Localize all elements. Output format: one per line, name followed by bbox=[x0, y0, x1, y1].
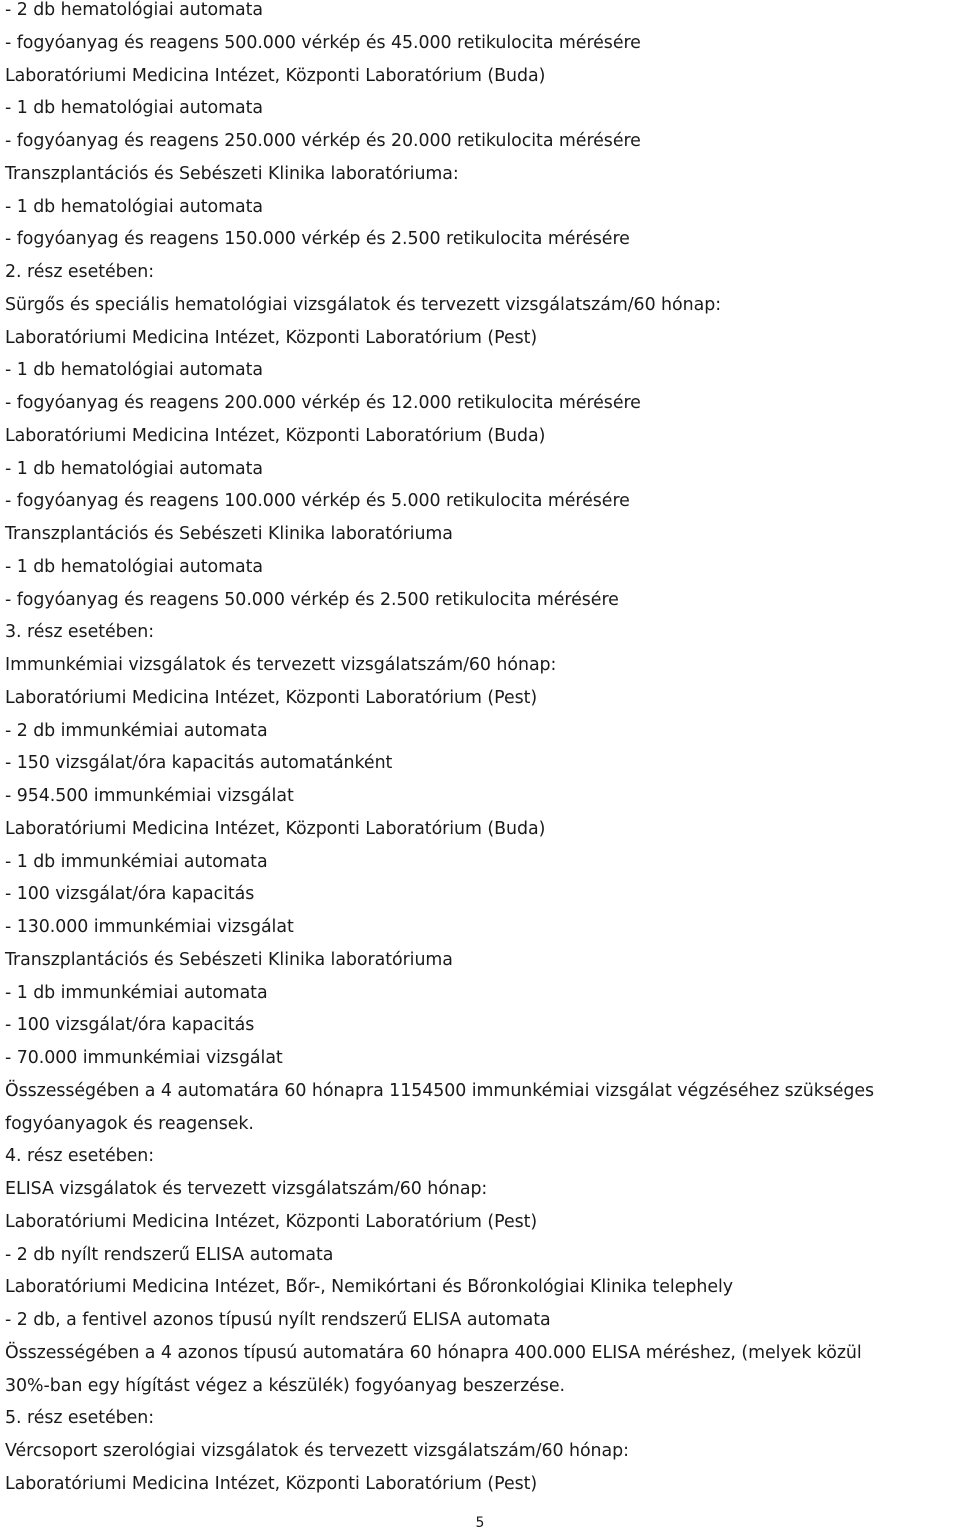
text-line: Transzplantációs és Sebészeti Klinika laboratóriuma bbox=[5, 949, 453, 970]
text-line: Transzplantációs és Sebészeti Klinika laboratóriuma bbox=[5, 524, 453, 544]
text-line: - 1 db immunkémiai automata bbox=[5, 851, 268, 872]
text-line: - 2 db nyílt rendszerű ELISA automata bbox=[5, 1244, 334, 1265]
text-line: - 130.000 immunkémiai vizsgálat bbox=[5, 917, 294, 937]
text-line: - 954.500 immunkémiai vizsgálat bbox=[5, 786, 294, 806]
text-line: Laboratóriumi Medicina Intézet, Központi Laboratórium (Buda) bbox=[5, 65, 546, 86]
document-body bbox=[5, 0, 960, 1501]
text-line: - 1 db hematológiai automata bbox=[5, 556, 263, 577]
text-line: ELISA vizsgálatok és tervezett vizsgálatszám/60 hónap: bbox=[5, 1179, 488, 1199]
section-heading: 3. rész esetében: bbox=[5, 622, 155, 643]
text-line: - 1 db hematológiai automata bbox=[5, 458, 263, 479]
text-line: - 2 db hematológiai automata bbox=[5, 0, 263, 20]
text-line: - 150 vizsgálat/óra kapacitás automatánként bbox=[5, 753, 393, 774]
text-line: Laboratóriumi Medicina Intézet, Bőr-, Nemikórtani és Bőronkológiai Klinika telephely bbox=[5, 1277, 733, 1298]
section-heading: 5. rész esetében: bbox=[5, 1408, 155, 1429]
text-line: - 2 db immunkémiai automata bbox=[5, 720, 268, 741]
text-line: - fogyóanyag és reagens 250.000 vérkép és 20.000 retikulocita mérésére bbox=[5, 131, 641, 151]
text-line: - 100 vizsgálat/óra kapacitás bbox=[5, 1015, 255, 1036]
text-line: - 70.000 immunkémiai vizsgálat bbox=[5, 1048, 283, 1068]
text-line: - 1 db hematológiai automata bbox=[5, 196, 263, 217]
text-line: Sürgős és speciális hematológiai vizsgálatok és tervezett vizsgálatszám/60 hónap: bbox=[5, 294, 721, 315]
text-line: - fogyóanyag és reagens 500.000 vérkép és 45.000 retikulocita mérésére bbox=[5, 32, 641, 53]
text-line: - 1 db hematológiai automata bbox=[5, 360, 263, 381]
text-line: - 2 db, a fentivel azonos típusú nyílt rendszerű ELISA automata bbox=[5, 1310, 551, 1330]
text-line: - fogyóanyag és reagens 50.000 vérkép és 2.500 retikulocita mérésére bbox=[5, 589, 619, 610]
text-line: Laboratóriumi Medicina Intézet, Központi Laboratórium (Buda) bbox=[5, 425, 546, 446]
text-line: - 1 db hematológiai automata bbox=[5, 98, 263, 119]
text-line: Laboratóriumi Medicina Intézet, Központi Laboratórium (Pest) bbox=[5, 1473, 538, 1494]
text-line: - fogyóanyag és reagens 150.000 vérkép és 2.500 retikulocita mérésére bbox=[5, 229, 630, 250]
text-line: - fogyóanyag és reagens 200.000 vérkép és 12.000 retikulocita mérésére bbox=[5, 393, 641, 413]
section-heading: 4. rész esetében: bbox=[5, 1146, 155, 1167]
text-line: - 1 db immunkémiai automata bbox=[5, 982, 268, 1003]
text-line: Transzplantációs és Sebészeti Klinika laboratóriuma: bbox=[5, 163, 459, 184]
text-line: Összességében a 4 automatára 60 hónapra 1154500 immunkémiai vizsgálat végzéséhez szükséges bbox=[5, 1080, 875, 1101]
text-line: Immunkémiai vizsgálatok és tervezett vizsgálatszám/60 hónap: bbox=[5, 655, 557, 675]
text-line: Laboratóriumi Medicina Intézet, Központi Laboratórium (Pest) bbox=[5, 327, 538, 348]
text-line: Laboratóriumi Medicina Intézet, Központi Laboratórium (Pest) bbox=[5, 687, 538, 708]
text-line: fogyóanyagok és reagensek. bbox=[5, 1113, 254, 1134]
section-heading: 2. rész esetében: bbox=[5, 262, 155, 282]
text-line: Laboratóriumi Medicina Intézet, Központi Laboratórium (Buda) bbox=[5, 818, 546, 839]
page-number: 5 bbox=[475, 1515, 485, 1531]
text-line: - 100 vizsgálat/óra kapacitás bbox=[5, 884, 255, 905]
text-line: Összességében a 4 azonos típusú automatára 60 hónapra 400.000 ELISA méréshez, (melyek közül bbox=[5, 1342, 862, 1363]
text-line: - fogyóanyag és reagens 100.000 vérkép és 5.000 retikulocita mérésére bbox=[5, 491, 630, 512]
text-line: Laboratóriumi Medicina Intézet, Központi Laboratórium (Pest) bbox=[5, 1211, 538, 1232]
text-line: 30%-ban egy hígítást végez a készülék) fogyóanyag beszerzése. bbox=[5, 1375, 565, 1396]
text-line: Vércsoport szerológiai vizsgálatok és tervezett vizsgálatszám/60 hónap: bbox=[5, 1441, 629, 1461]
